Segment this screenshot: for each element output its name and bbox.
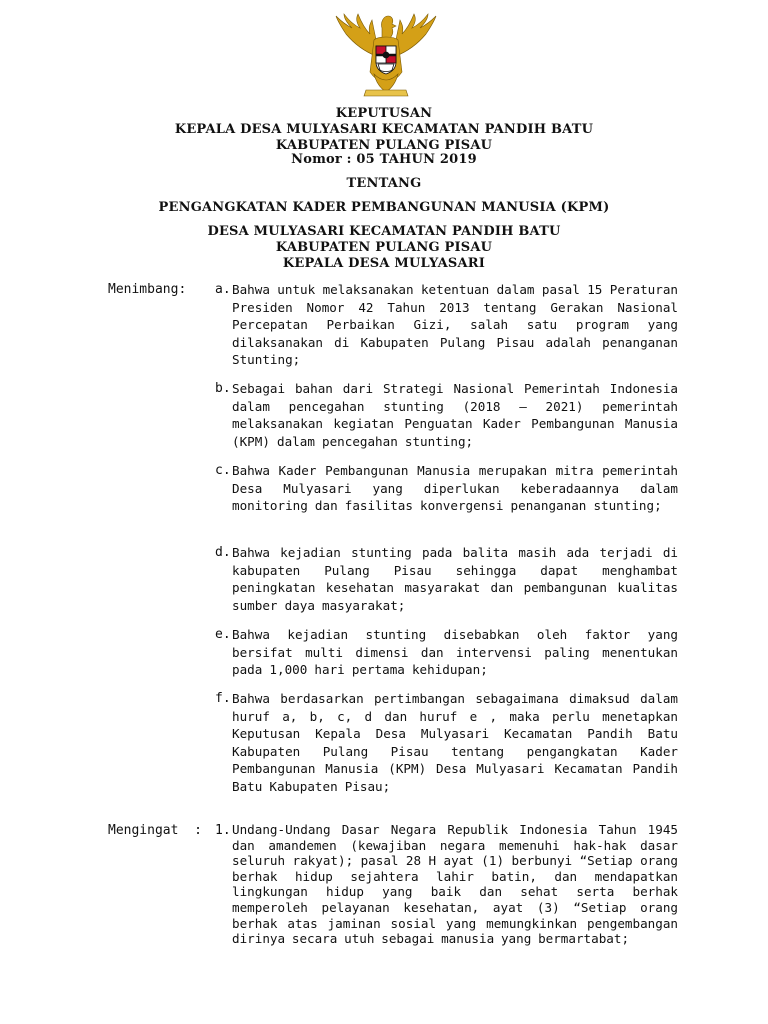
menimbang-item-a: Bahwa untuk melaksanakan ketentuan dalam pasal 15 Peraturan Presiden Nomor 42 Tahun 2013 tentang Gerakan Nasional Percepatan Perbaikan Gizi, salah satu program yang dilaksanakan di Kabupaten Pulang Pisau adalah penanganan Stunting; bbox=[232, 282, 678, 367]
item-marker: d. bbox=[215, 545, 231, 560]
decree-subject: PENGANGKATAN KADER PEMBANGUNAN MANUSIA (KPM) bbox=[158, 200, 610, 215]
menimbang-item-e: Bahwa kejadian stunting disebabkan oleh faktor yang bersifat multi dimensi dan intervensi paling menentukan pada 1,000 hari pertama kehidupan; bbox=[232, 627, 678, 677]
item-marker: b. bbox=[215, 381, 231, 396]
document-title: KEPUTUSAN bbox=[335, 106, 433, 121]
village-line: DESA MULYASARI KECAMATAN PANDIH BATU bbox=[207, 224, 561, 239]
item-marker: e. bbox=[215, 627, 231, 642]
mengingat-label: Mengingat : bbox=[108, 823, 202, 838]
item-marker: a. bbox=[215, 282, 231, 297]
decree-number: Nomor : 05 TAHUN 2019 bbox=[291, 152, 477, 167]
issuer-line: KEPALA DESA MULYASARI KECAMATAN PANDIH BATU bbox=[174, 122, 594, 137]
item-marker: c. bbox=[215, 463, 231, 478]
regency-line-2: KABUPATEN PULANG PISAU bbox=[275, 240, 493, 255]
garuda-pancasila-emblem-icon bbox=[316, 12, 456, 98]
menimbang-item-b: Sebagai bahan dari Strategi Nasional Pemerintah Indonesia dalam pencegahan stunting (2018 – 2021) pemerintah melaksanakan kegiatan Penguatan Kader Pembangunan Manusia (KPM) dalam pencegahan stunting; bbox=[232, 381, 678, 449]
menimbang-item-c: Bahwa Kader Pembangunan Manusia merupakan mitra pemerintah Desa Mulyasari yang diperlukan keberadaannya dalam monitoring dan fasilitas konvergensi penanganan stunting; bbox=[232, 463, 678, 513]
item-marker: 1. bbox=[215, 823, 231, 838]
menimbang-item-d: Bahwa kejadian stunting pada balita masih ada terjadi di kabupaten Pulang Pisau sehingga dapat menghambat peningkatan kesehatan masyarakat dan pembangunan kualitas sumber daya masyarakat; bbox=[232, 545, 678, 613]
village-head-line: KEPALA DESA MULYASARI bbox=[282, 256, 486, 271]
menimbang-label: Menimbang: bbox=[108, 282, 187, 297]
regency-line: KABUPATEN PULANG PISAU bbox=[275, 138, 493, 153]
item-marker: f. bbox=[215, 691, 231, 706]
tentang-heading: TENTANG bbox=[346, 176, 422, 191]
menimbang-item-f: Bahwa berdasarkan pertimbangan sebagaimana dimaksud dalam huruf a, b, c, d dan huruf e , maka perlu menetapkan Keputusan Kepala Desa Mulyasari Kecamatan Pandih Batu Kabupaten Pulang Pisau tentang pengangkatan Kader Pembangunan Manusia (KPM) Desa Mulyasari Kecamatan Pandih Batu Kabupaten Pisau; bbox=[232, 691, 678, 794]
mengingat-item-1: Undang-Undang Dasar Negara Republik Indonesia Tahun 1945 dan amandemen (kewajiban negara memenuhi hak-hak dasar seluruh rakyat); pasal 28 H ayat (1) berbunyi “Setiap orang berhak hidup sejahtera lahir batin, dan mendapatkan lingkungan hidup yang baik dan sehat serta berhak memperoleh pelayanan kesehatan, ayat (3) “Setiap orang berhak atas jaminan sosial yang memungkinkan pengembangan dirinya secara utuh sebagai manusia yang bermartabat; bbox=[232, 822, 678, 947]
